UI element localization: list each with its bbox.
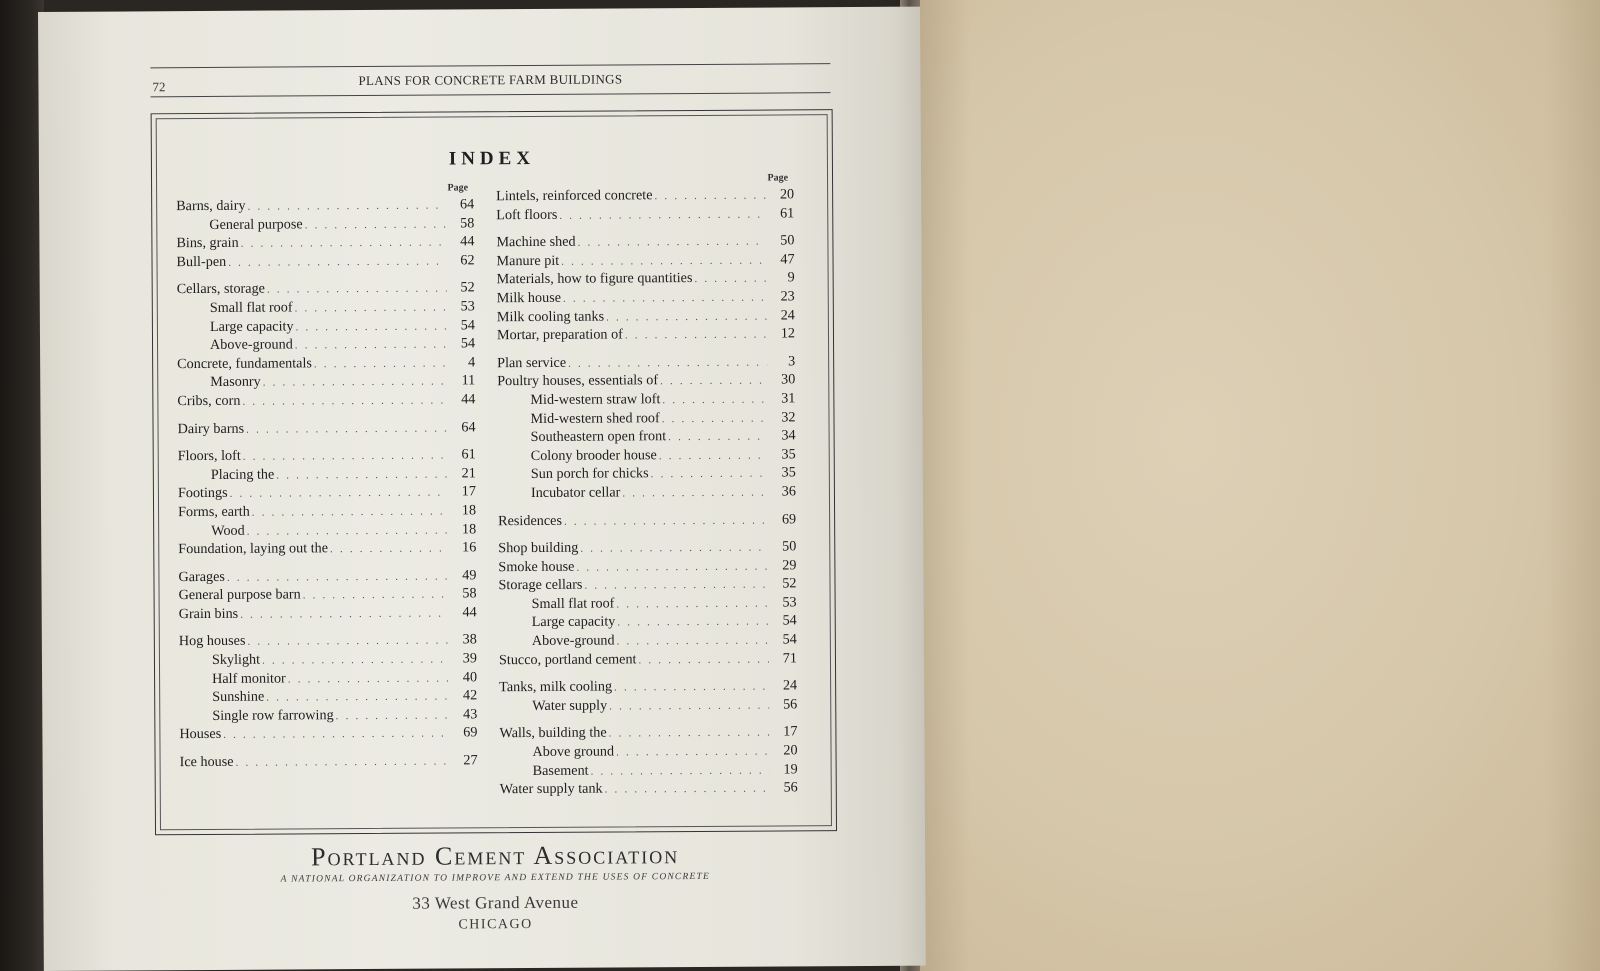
index-entry [498,538,796,558]
index-term: Above-ground [531,632,615,650]
index-entry [497,409,795,429]
index-entry [497,270,795,290]
dot-leader [563,292,767,305]
index-entry [176,252,474,272]
index-term: Storage cellars [498,576,583,594]
dot-leader [651,468,768,481]
index-page-ref: 54 [460,335,476,352]
index-term: Above-ground [209,336,293,354]
index-term: Foundation, laying out the [178,540,329,558]
index-page-ref: 24 [780,306,795,324]
index-term: Mid-western shed roof [530,409,660,427]
dot-leader [242,394,447,407]
dot-leader [591,764,770,777]
index-term: Poultry houses, essentials of [497,372,659,390]
index-entry [177,354,475,374]
index-page-ref: 64 [461,418,476,435]
index-page-ref: 62 [460,252,475,269]
index-entry [498,446,796,466]
dot-leader [267,283,447,296]
index-term: Placing the [210,466,275,483]
index-entry [496,205,794,225]
index-entry [179,586,477,606]
index-page-ref: 43 [463,706,478,723]
index-page-ref: 52 [460,279,475,296]
index-entry [179,688,477,708]
index-term: Half monitor [212,670,286,687]
index-term: Mortar, preparation of [496,326,623,344]
index-entry [177,335,475,355]
dot-leader [262,654,449,667]
index-page-ref: 61 [780,204,795,222]
index-term: Shop building [498,539,579,557]
index-entry [498,465,796,485]
index-term: Milk cooling tanks [496,308,605,325]
index-entry [499,594,797,614]
index-page-ref: 12 [780,325,796,342]
index-term: Bins, grain [176,234,239,252]
dot-leader [247,524,449,537]
index-entry [177,317,475,337]
index-term: Residences [498,512,562,529]
index-term: General purpose barn [178,586,301,604]
dot-leader [617,616,768,629]
dot-leader [314,357,447,370]
dot-leader [662,393,767,406]
page-column-label: Page [447,182,469,194]
index-page-ref: 20 [779,186,795,203]
index-entry [179,650,477,670]
index-page-ref: 56 [783,779,798,796]
dot-leader [305,218,447,231]
dot-leader [694,273,766,285]
index-term: Small flat roof [531,595,615,612]
index-page-ref: 21 [461,465,476,482]
index-entry [178,502,476,522]
blank-facing-page [916,0,1600,971]
index-entry [177,391,475,411]
index-term: Wood [211,522,245,539]
page-column-label: Page [767,172,789,184]
index-entry [498,428,796,448]
index-page-ref: 31 [781,390,796,407]
dot-leader [654,190,766,203]
dot-leader [336,709,450,722]
index-term: Materials, how to figure quantities [496,270,693,288]
index-page-ref: 29 [782,557,797,574]
index-column-right [496,172,798,800]
index-entry [176,196,474,216]
dot-leader [240,607,449,620]
index-page-ref: 35 [781,446,796,463]
index-term: Cellars, storage [176,280,265,298]
index-entry [499,631,797,651]
index-page-ref: 61 [461,446,476,463]
dot-leader [638,653,769,666]
index-entry [177,280,475,300]
dot-leader [330,543,448,556]
index-page-ref: 52 [782,575,797,592]
index-page-ref: 53 [782,594,797,611]
dot-leader [559,208,766,221]
index-entry [499,678,797,698]
index-page-ref: 58 [460,214,475,232]
index-page-ref: 4 [468,354,476,371]
dot-leader [227,570,449,583]
dot-leader [614,681,769,694]
dot-leader [247,635,448,648]
index-page-ref: 40 [462,668,478,686]
index-entry [496,251,794,271]
index-term: Sun porch for chicks [530,465,649,483]
index-entry [178,539,476,559]
index-page-ref: 39 [462,650,478,667]
index-page-ref: 23 [780,288,795,305]
dot-leader [561,254,766,267]
index-page-ref: 50 [782,538,797,555]
index-page-ref: 50 [780,232,795,249]
index-entry [178,484,476,504]
publisher-imprint [155,839,836,935]
index-entry [498,576,796,596]
publisher-address: 33 West Grand Avenue [412,892,579,913]
dot-leader [625,329,767,342]
dot-leader [228,255,446,268]
dot-leader [659,449,768,462]
dot-leader [622,486,768,499]
dot-leader [564,514,768,527]
dot-leader [605,783,770,796]
index-page-ref: 49 [462,567,477,584]
index-term: Concrete, fundamentals [177,355,312,372]
index-term: Water supply tank [499,780,603,798]
index-term: Forms, earth [178,503,250,521]
index-page-ref: 54 [782,612,797,629]
index-term: Dairy barns [177,420,245,437]
index-entry [179,669,477,689]
index-term: Southeastern open front [530,428,667,446]
index-page-ref: 30 [781,371,796,388]
dot-leader [568,356,767,369]
index-term: Above ground [532,743,615,761]
index-page-ref: 19 [783,760,798,778]
dot-leader [578,236,767,249]
index-term: Footings [177,485,228,502]
dot-leader [609,727,770,740]
index-page-ref: 58 [462,585,477,602]
index-entry [499,613,797,633]
index-entry [500,761,798,781]
dot-leader [662,412,768,425]
index-term: Smoke house [498,558,575,575]
index-entry [499,696,797,716]
index-page-ref: 17 [783,723,798,740]
index-term: Large capacity [531,613,616,631]
dot-leader [243,450,448,463]
index-entry [496,233,794,253]
dot-leader [266,691,449,704]
dot-leader [616,597,768,610]
index-page-ref: 69 [781,510,797,527]
index-page-ref: 16 [462,539,477,556]
running-title: PLANS FOR CONCRETE FARM BUILDINGS [358,71,623,89]
dot-leader [288,672,449,685]
dot-leader [609,699,769,712]
dot-leader [580,542,768,555]
index-entry [497,288,795,308]
dot-leader [263,376,448,389]
dot-leader [252,505,448,518]
index-page-ref: 11 [461,372,476,389]
publisher-tagline: A NATIONAL ORGANIZATION TO IMPROVE AND EXTEND THE USES OF CONCRETE [280,871,710,885]
index-term: Floors, loft [177,447,241,465]
dot-leader [230,487,448,500]
index-term: Incubator cellar [530,484,621,501]
index-term: Masonry [210,373,261,391]
index-entry [179,706,477,726]
index-entry [176,215,474,235]
index-entry [499,742,797,762]
index-term: Sunshine [212,688,265,706]
index-term: Single row farrowing [212,707,334,724]
index-entry [179,632,477,652]
index-term: Walls, building the [499,724,607,742]
index-term: Tanks, milk cooling [499,678,613,696]
dot-leader [616,746,769,759]
index-term: Loft floors [496,206,558,223]
index-page [38,7,926,971]
index-entry [497,390,795,410]
index-term: Milk house [496,289,562,307]
index-term: Houses [179,726,222,743]
dot-leader [617,635,769,648]
index-entry [498,511,796,531]
scan-background [0,0,44,971]
index-term: Garages [178,568,225,585]
index-entry [497,372,795,392]
index-term: Skylight [211,651,261,669]
index-entry [177,298,475,318]
index-entry [176,234,474,254]
dot-leader [296,320,447,333]
dot-leader [276,468,448,481]
index-page-ref: 34 [781,427,796,444]
index-entry [178,446,476,466]
index-page-ref: 53 [460,298,475,315]
index-term: Large capacity [209,318,294,335]
index-entry [177,373,475,393]
index-page-ref: 71 [782,650,798,667]
index-column-left [176,182,478,772]
index-entry [499,724,797,744]
index-page-ref: 56 [783,696,798,713]
index-term: Mid-western straw loft [530,391,661,408]
dot-leader [246,422,447,435]
index-entry [498,483,796,503]
index-entry [179,604,477,624]
index-box [151,109,837,835]
dot-leader [241,237,447,250]
dot-leader [248,200,447,213]
index-title: INDEX [448,147,536,170]
index-page-ref: 54 [782,631,797,648]
index-entry [499,650,797,670]
index-page-ref: 44 [460,233,475,250]
index-term: Colony brooder house [530,446,657,464]
index-page-ref: 18 [461,520,477,537]
index-entry [498,557,796,577]
index-page-ref: 27 [463,752,478,769]
index-term: Plan service [497,354,567,371]
index-entry [179,725,477,745]
index-page-ref: 69 [463,724,478,741]
dot-leader [668,431,768,444]
index-entry [178,567,476,587]
index-entry [496,186,794,206]
dot-leader [295,339,447,352]
index-term: General purpose [209,215,303,233]
index-page-ref: 20 [783,742,798,759]
index-page-ref: 44 [461,391,476,408]
index-page-ref: 47 [780,251,795,268]
index-page-ref: 17 [461,483,476,500]
index-page-ref: 64 [459,196,475,213]
dot-leader [303,589,449,602]
index-entry [177,419,475,439]
index-entry [178,465,476,485]
index-entry [500,780,798,800]
index-entry [180,752,478,772]
index-page-ref: 18 [461,502,477,519]
index-term: Machine shed [496,233,576,251]
publisher-name: Portland Cement Association [311,840,680,872]
dot-leader [223,728,449,741]
index-entry [497,307,795,327]
index-term: Small flat roof [209,299,293,316]
index-page-ref: 32 [781,408,796,425]
index-page-ref: 9 [787,269,795,286]
index-term: Cribs, corn [177,392,241,410]
page-number: 72 [152,79,166,95]
dot-leader [236,756,450,769]
dot-leader [660,375,767,388]
index-term: Barns, dairy [176,197,246,215]
index-term: Lintels, reinforced concrete [496,187,653,205]
index-page-ref: 36 [781,483,796,500]
dot-leader [295,301,447,314]
index-term: Bull-pen [176,253,227,270]
index-page-ref: 24 [782,677,798,694]
index-term: Stucco, portland cement [498,651,637,668]
index-page-ref: 42 [462,687,478,704]
index-term: Manure pit [496,252,560,269]
index-term: Ice house [179,753,234,771]
index-entry [497,326,795,346]
dot-leader [606,310,767,323]
index-page-ref: 3 [788,353,796,370]
publisher-city: CHICAGO [458,916,533,933]
index-term: Hog houses [178,633,246,650]
index-term: Water supply [532,697,608,714]
index-page-ref: 54 [460,316,475,333]
dot-leader [584,579,768,592]
index-page-ref: 38 [462,631,477,648]
index-page-ref: 44 [462,604,477,621]
index-term: Basement [532,762,589,779]
index-entry [497,353,795,373]
index-page-ref: 35 [781,464,796,481]
dot-leader [576,560,768,573]
index-entry [178,521,476,541]
index-term: Grain bins [178,605,239,623]
running-header [150,63,830,97]
